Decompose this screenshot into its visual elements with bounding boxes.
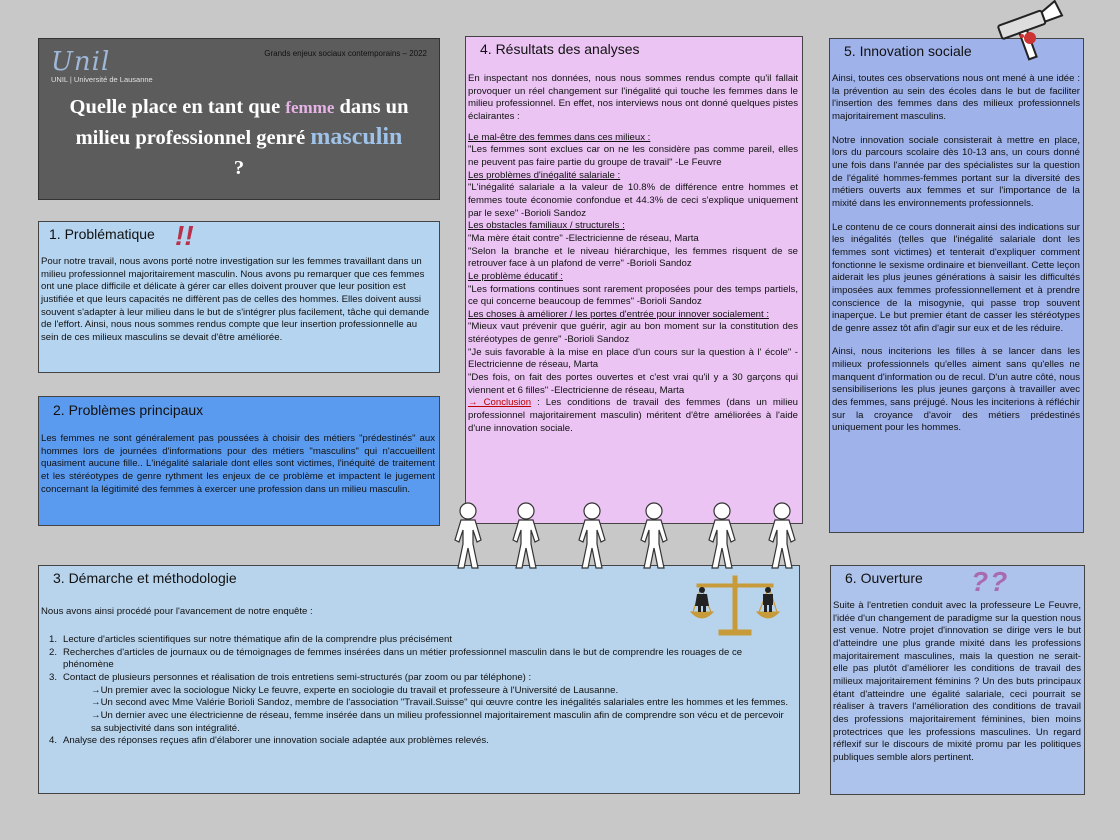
section-title: 5. Innovation sociale <box>844 43 972 59</box>
section-title: 2. Problèmes principaux <box>53 402 204 418</box>
poster-header <box>38 38 440 200</box>
list-item: 2. Recherches d'articles de journaux ou de témoignages de femmes insérées dans un métier professionnel masculin dans le but de comprendre les rouages de ce phénomène <box>49 646 743 671</box>
section-text: Les femmes ne sont généralement pas poussées à choisir des métiers "prédestinés" aux hommes lors de journées d'informations pour des métiers "masculins" qui n'accueillent quasiment aucune fille.. L'inégalité salariale dont elles sont victimes, l'inéquité de traitement et les stéréotypes de genre rythment les enjeux de ce problème et impactent le jugement concernant la légitimité des femmes à exercer une profession dans un milieu masculin. <box>41 433 435 495</box>
section-title: 1. Problématique <box>49 226 155 242</box>
conclusion: → Conclusion : Les conditions de travail des femmes (dans un milieu professionnel majoritairement masculin) méritent d'être améliorées à l'aide d'une innovation sociale. <box>468 397 798 434</box>
methodology-list <box>47 634 795 748</box>
list-item: 1. Lecture d'articles scientifiques sur notre thématique afin de la comprendre plus précisément <box>49 634 452 645</box>
section-title: 6. Ouverture <box>845 570 923 586</box>
sub-item: →Un second avec Mme Valérie Borioli Sandoz, membre de l'association "Travail.Suisse" qui œuvre contre les inégalités salariales entre les hommes et les femmes. <box>91 697 789 709</box>
hammer-icon <box>984 6 1084 58</box>
exclamation-icon: !! <box>175 220 194 251</box>
section-text: Ainsi, toutes ces observations nous ont mené à une idée : la prévention au sein des écoles dans le but de faciliter l'insertion des femmes dans des milieux professionnels majoritairement masculins. Notre innovation sociale consisterait à mettre en place, lors du parcours scolaire dès 10-13 ans, un cours donné une fois dans l'année par des spécialistes sur la question de l'égalité hommes-femmes portant sur la diversité des métiers ouverts aux femmes et sur l'importance de la mixité dans les environnements professionnels. Le contenu de ce cours donnerait ainsi des indications sur les inégalités (telles que l'inégalité salariale dont les femmes sont victimes) et tenterait d'expliquer comment fonctionne le sexisme ordinaire et bienveillant. Cette leçon aiderait les plus jeunes générations à saisir les difficultés imposées aux femmes professionnellement et à prendre conscience de la misogynie, qui passe trop souvent inaperçue. Le but premier étant de casser les stéréotypes de genre assez tôt afin d'agir sur eux et de les réduire. Ainsi, nous inciterions les filles à se lancer dans les milieux professionnels qu'elles aiment sans qu'elles ne manquent d'information ou de recul. D'un autre côté, nous sensibiliserions les plus jeunes garçons à travailler avec des femmes, sans préjugé. Nous les inciterions à réfléchir sur la croyance d'avoir des métiers prédestinés uniquement pour les hommes. <box>832 73 1080 434</box>
course-name: Grands enjeux sociaux contemporains – 2022 <box>264 49 427 58</box>
sub-item: →Un dernier avec une électricienne de réseau, femme insérée dans un milieu professionnel majoritairement masculin afin de comprendre son vécu et de percevoir sa subjectivité dans son intégralité. <box>91 709 784 734</box>
section-text: En inspectant nos données, nous nous sommes rendus compte qu'il fallait provoquer un réel changement sur l'inégalité qui touche les femmes dans le milieu professionnel. En effet, nos interviews nous ont donné quelques pistes éclairantes : Le mal-être des femmes dans ces milieux : "Les femmes sont exclues car on ne les considère pas comme pareil, elles ne peuvent pas faire partie du groupe de travail" -Le Feuvre Les problèmes d'inégalité salariale : "L'inégalité salariale a la valeur de 10.8% de différence entre hommes et femmes toute économie confondue et 44.3% de ceci s'explique uniquement par le sexe" -Borioli Sandoz Les obstacles familiaux / structurels : "Ma mère était contre" -Electricienne de réseau, Marta "Selon la branche et le niveau hiérarchique, les femmes risquent de se retrouver face à un plafond de verre" -Borioli Sandoz Le problème éducatif : "Les formations continues sont rarement proposées pour des temps partiels, ce qui concerne beaucoup de femmes" -Borioli Sandoz Les choses à améliorer / les portes d'entrée pour innover socialement : "Mieux vaut prévenir que guérir, agir au bon moment sur la constitution des stéréotypes de genre" -Borioli Sandoz "Je suis favorable à la mise en place d'un cours sur la question à l' école" -Electricienne de réseau, Marta "Des fois, on fait des portes ouvertes et c'est vrai qu'il y a 30 garçons qui viennent et 6 filles" -Electricienne de réseau, Marta → Conclusion : Les conditions de travail des femmes (dans un milieu professionnel majoritairement masculin) méritent d'être améliorées à l'aide d'une innovation sociale. <box>468 73 798 434</box>
unil-logo: Unil UNIL | Université de Lausanne <box>51 47 153 84</box>
section-title: 4. Résultats des analyses <box>480 41 640 57</box>
section-title: 3. Démarche et méthodologie <box>53 570 237 586</box>
list-item: 4. Analyse des réponses reçues afin d'élaborer une innovation sociale adaptée aux problèmes relevés. <box>49 735 489 747</box>
subheading: Les obstacles familiaux / structurels : <box>468 220 625 232</box>
list-item: 3. Contact de plusieurs personnes et réalisation de trois entretiens semi-structurés (par zoom ou par téléphone) : →Un premier avec la sociologue Nicky Le feuvre, experte en sociologie du travail et professeure à l'Université de Lausanne. →Un second avec Mme Valérie Borioli Sandoz, membre de l'association "Travail.Suisse" qui œuvre contre les inégalités salariales entre les hommes et les femmes. →Un dernier avec une électricienne de réseau, femme insérée dans un milieu professionnel majoritairement masculin afin de comprendre son vécu et de percevoir sa subjectivité dans son intégralité. <box>47 672 795 735</box>
section-problemes-principaux <box>38 396 440 526</box>
section-resultats <box>465 36 803 524</box>
section-text: Pour notre travail, nous avons porté notre investigation sur les femmes travaillant dans un milieu professionnel majoritairement masculin. Nous avons pu remarquer que ces femmes ont une place difficile et délicate à gérer car elles doivent prouver que leur position est justifiée et que leurs capacités ne diffèrent pas de celles des hommes. Elles doivent aussi souvent s'adapter à leur milieu dans le but de s'intégrer plus facilement, tâche qui demande de l'effort. Ainsi, nous nous sommes rendus compte que leur insertion professionnelle au sein de ces milieux masculins se devait d'être améliorée. <box>41 256 430 343</box>
subheading: Les choses à améliorer / les portes d'entrée pour innover socialement : <box>468 308 769 320</box>
sub-item: →Un premier avec la sociologue Nicky Le feuvre, experte en sociologie du travail et professeure à l'Université de Lausanne. <box>91 684 619 696</box>
subheading: Le problème éducatif : <box>468 270 563 282</box>
subheading: Le mal-être des femmes dans ces milieux : <box>468 131 651 143</box>
section-innovation-sociale <box>829 38 1084 533</box>
scale-icon <box>689 570 781 642</box>
subheading: Les problèmes d'inégalité salariale : <box>468 169 621 181</box>
section-problematique <box>38 221 440 373</box>
people-icon <box>440 500 810 570</box>
section-text: Suite à l'entretien conduit avec la professeure Le Feuvre, l'idée d'un changement de paradigme sur la question nous est venue. Notre projet d'innovation se dirige vers le but d'atteindre une plus grande mixité dans les professions majoritairement masculines, mais la question ne serait-elle pas plutôt d'améliorer les conditions de travail des milieux majoritairement féminins ? Un des buts principaux étant d'atteindre une égalité salariale, ceci pourrait se réaliser à travers l'amélioration des conditions de travail des professions majoritairement féminines, bien moins protectrices que les professions masculines. Un regard réflexif sur le discours de mixité promu par les politiques publiques semble alors pertinent. <box>833 600 1081 763</box>
section-intro: Nous avons ainsi procédé pour l'avancement de notre enquête : <box>41 606 313 617</box>
section-demarche <box>38 565 800 794</box>
question-marks-icon: ?? <box>971 566 1010 597</box>
poster-title: Quelle place en tant que femme dans un milieu professionnel genré masculin ? <box>69 96 409 180</box>
section-ouverture <box>830 565 1085 795</box>
